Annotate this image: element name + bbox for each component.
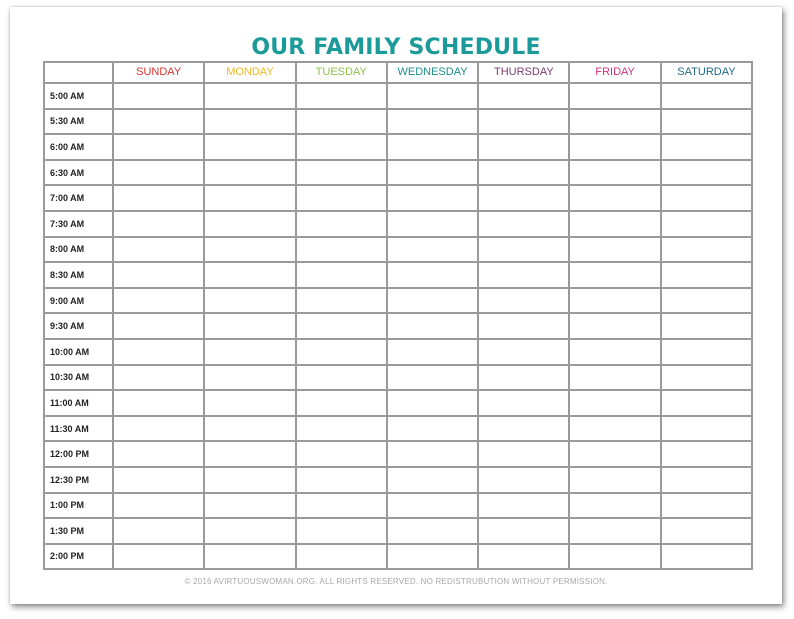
schedule-cell-saturday[interactable] xyxy=(661,134,752,160)
time-label: 10:00 AM xyxy=(44,339,113,365)
schedule-cell-tuesday[interactable] xyxy=(296,416,387,442)
schedule-cell-thursday[interactable] xyxy=(478,467,569,493)
time-label: 10:30 AM xyxy=(44,365,113,391)
schedule-cell-thursday[interactable] xyxy=(478,416,569,442)
schedule-cell-saturday[interactable] xyxy=(661,109,752,135)
time-row xyxy=(44,134,752,160)
schedule-cell-wednesday[interactable] xyxy=(387,416,478,442)
schedule-cell-monday[interactable] xyxy=(204,160,295,186)
schedule-cell-monday[interactable] xyxy=(204,211,295,237)
schedule-cell-monday[interactable] xyxy=(204,109,295,135)
time-label: 5:30 AM xyxy=(44,109,113,135)
time-row xyxy=(44,467,752,493)
schedule-cell-sunday[interactable] xyxy=(113,262,204,288)
day-header-tuesday: TUESDAY xyxy=(296,62,387,83)
time-rows xyxy=(44,83,752,569)
schedule-cell-sunday[interactable] xyxy=(113,237,204,263)
schedule-cell-wednesday[interactable] xyxy=(387,441,478,467)
schedule-cell-tuesday[interactable] xyxy=(296,339,387,365)
schedule-cell-sunday[interactable] xyxy=(113,160,204,186)
schedule-cell-wednesday[interactable] xyxy=(387,237,478,263)
day-header-sunday: SUNDAY xyxy=(113,62,204,83)
schedule-cell-thursday[interactable] xyxy=(478,134,569,160)
schedule-cell-friday[interactable] xyxy=(569,160,660,186)
schedule-cell-monday[interactable] xyxy=(204,339,295,365)
schedule-cell-thursday[interactable] xyxy=(478,390,569,416)
schedule-cell-tuesday[interactable] xyxy=(296,390,387,416)
schedule-cell-sunday[interactable] xyxy=(113,518,204,544)
time-row xyxy=(44,544,752,570)
schedule-cell-sunday[interactable] xyxy=(113,288,204,314)
schedule-cell-thursday[interactable] xyxy=(478,518,569,544)
time-label: 9:00 AM xyxy=(44,288,113,314)
schedule-cell-monday[interactable] xyxy=(204,288,295,314)
day-header-monday: MONDAY xyxy=(204,62,295,83)
schedule-cell-tuesday[interactable] xyxy=(296,441,387,467)
time-label: 8:30 AM xyxy=(44,262,113,288)
time-label: 12:00 PM xyxy=(44,441,113,467)
schedule-cell-sunday[interactable] xyxy=(113,211,204,237)
schedule-cell-monday[interactable] xyxy=(204,441,295,467)
schedule-cell-tuesday[interactable] xyxy=(296,83,387,109)
schedule-cell-tuesday[interactable] xyxy=(296,160,387,186)
schedule-cell-sunday[interactable] xyxy=(113,134,204,160)
schedule-cell-wednesday[interactable] xyxy=(387,365,478,391)
schedule-cell-sunday[interactable] xyxy=(113,185,204,211)
schedule-cell-monday[interactable] xyxy=(204,134,295,160)
schedule-cell-wednesday[interactable] xyxy=(387,518,478,544)
schedule-cell-tuesday[interactable] xyxy=(296,493,387,519)
schedule-cell-friday[interactable] xyxy=(569,109,660,135)
schedule-cell-monday[interactable] xyxy=(204,185,295,211)
schedule-cell-friday[interactable] xyxy=(569,262,660,288)
time-label: 8:00 AM xyxy=(44,237,113,263)
time-row xyxy=(44,441,752,467)
time-label: 11:00 AM xyxy=(44,390,113,416)
schedule-cell-wednesday[interactable] xyxy=(387,544,478,570)
time-row xyxy=(44,493,752,519)
time-label: 2:00 PM xyxy=(44,544,113,570)
schedule-cell-wednesday[interactable] xyxy=(387,109,478,135)
schedule-cell-saturday[interactable] xyxy=(661,262,752,288)
time-row xyxy=(44,185,752,211)
schedule-cell-friday[interactable] xyxy=(569,441,660,467)
schedule-cell-saturday[interactable] xyxy=(661,160,752,186)
schedule-cell-friday[interactable] xyxy=(569,339,660,365)
schedule-cell-thursday[interactable] xyxy=(478,83,569,109)
schedule-cell-friday[interactable] xyxy=(569,237,660,263)
schedule-cell-sunday[interactable] xyxy=(113,390,204,416)
schedule-cell-friday[interactable] xyxy=(569,390,660,416)
schedule-cell-monday[interactable] xyxy=(204,493,295,519)
schedule-cell-sunday[interactable] xyxy=(113,109,204,135)
time-row xyxy=(44,518,752,544)
time-label: 7:00 AM xyxy=(44,185,113,211)
schedule-cell-saturday[interactable] xyxy=(661,211,752,237)
schedule-cell-saturday[interactable] xyxy=(661,416,752,442)
schedule-cell-saturday[interactable] xyxy=(661,544,752,570)
schedule-cell-tuesday[interactable] xyxy=(296,467,387,493)
schedule-cell-sunday[interactable] xyxy=(113,313,204,339)
schedule-cell-monday[interactable] xyxy=(204,83,295,109)
time-row xyxy=(44,160,752,186)
schedule-cell-sunday[interactable] xyxy=(113,467,204,493)
time-label: 1:00 PM xyxy=(44,493,113,519)
schedule-cell-saturday[interactable] xyxy=(661,390,752,416)
schedule-cell-thursday[interactable] xyxy=(478,544,569,570)
schedule-cell-saturday[interactable] xyxy=(661,518,752,544)
schedule-cell-thursday[interactable] xyxy=(478,109,569,135)
schedule-cell-monday[interactable] xyxy=(204,544,295,570)
schedule-cell-thursday[interactable] xyxy=(478,237,569,263)
schedule-cell-thursday[interactable] xyxy=(478,339,569,365)
schedule-cell-thursday[interactable] xyxy=(478,262,569,288)
day-header-thursday: THURSDAY xyxy=(478,62,569,83)
schedule-cell-wednesday[interactable] xyxy=(387,493,478,519)
schedule-cell-monday[interactable] xyxy=(204,262,295,288)
schedule-cell-sunday[interactable] xyxy=(113,83,204,109)
page-title: OUR FAMILY SCHEDULE xyxy=(251,35,541,60)
copyright-footer: © 2016 AVIRTUOUSWOMAN.ORG. ALL RIGHTS RESERVED. NO REDISTRUBUTION WITHOUT PERMISSION. xyxy=(184,577,608,586)
time-label: 12:30 PM xyxy=(44,467,113,493)
schedule-cell-wednesday[interactable] xyxy=(387,160,478,186)
schedule-cell-friday[interactable] xyxy=(569,288,660,314)
schedule-cell-thursday[interactable] xyxy=(478,160,569,186)
schedule-cell-wednesday[interactable] xyxy=(387,467,478,493)
day-header-wednesday: WEDNESDAY xyxy=(387,62,478,83)
schedule-cell-saturday[interactable] xyxy=(661,365,752,391)
schedule-cell-tuesday[interactable] xyxy=(296,237,387,263)
schedule-cell-tuesday[interactable] xyxy=(296,365,387,391)
day-header-row xyxy=(44,62,752,83)
schedule-cell-thursday[interactable] xyxy=(478,493,569,519)
schedule-cell-sunday[interactable] xyxy=(113,441,204,467)
time-label: 6:00 AM xyxy=(44,134,113,160)
schedule-cell-tuesday[interactable] xyxy=(296,109,387,135)
schedule-cell-wednesday[interactable] xyxy=(387,313,478,339)
schedule-cell-monday[interactable] xyxy=(204,390,295,416)
time-row xyxy=(44,211,752,237)
schedule-cell-monday[interactable] xyxy=(204,416,295,442)
schedule-cell-saturday[interactable] xyxy=(661,339,752,365)
schedule-cell-friday[interactable] xyxy=(569,211,660,237)
schedule-cell-monday[interactable] xyxy=(204,518,295,544)
time-row xyxy=(44,83,752,109)
schedule-cell-saturday[interactable] xyxy=(661,467,752,493)
schedule-cell-tuesday[interactable] xyxy=(296,544,387,570)
time-label: 11:30 AM xyxy=(44,416,113,442)
schedule-cell-sunday[interactable] xyxy=(113,365,204,391)
time-label: 7:30 AM xyxy=(44,211,113,237)
schedule-cell-wednesday[interactable] xyxy=(387,83,478,109)
schedule-cell-monday[interactable] xyxy=(204,467,295,493)
schedule-table xyxy=(43,61,753,570)
schedule-cell-thursday[interactable] xyxy=(478,365,569,391)
schedule-cell-friday[interactable] xyxy=(569,185,660,211)
time-row xyxy=(44,390,752,416)
schedule-cell-friday[interactable] xyxy=(569,134,660,160)
schedule-cell-friday[interactable] xyxy=(569,83,660,109)
time-row xyxy=(44,262,752,288)
schedule-cell-wednesday[interactable] xyxy=(387,390,478,416)
schedule-cell-wednesday[interactable] xyxy=(387,339,478,365)
time-row xyxy=(44,237,752,263)
time-label: 6:30 AM xyxy=(44,160,113,186)
time-row xyxy=(44,313,752,339)
schedule-cell-saturday[interactable] xyxy=(661,237,752,263)
schedule-cell-sunday[interactable] xyxy=(113,416,204,442)
schedule-cell-monday[interactable] xyxy=(204,237,295,263)
schedule-cell-tuesday[interactable] xyxy=(296,313,387,339)
schedule-cell-wednesday[interactable] xyxy=(387,262,478,288)
time-row xyxy=(44,288,752,314)
schedule-cell-friday[interactable] xyxy=(569,416,660,442)
schedule-cell-sunday[interactable] xyxy=(113,493,204,519)
schedule-cell-thursday[interactable] xyxy=(478,313,569,339)
schedule-cell-sunday[interactable] xyxy=(113,544,204,570)
schedule-cell-saturday[interactable] xyxy=(661,313,752,339)
schedule-cell-thursday[interactable] xyxy=(478,288,569,314)
time-row xyxy=(44,365,752,391)
schedule-page xyxy=(10,7,782,604)
time-row xyxy=(44,109,752,135)
schedule-cell-monday[interactable] xyxy=(204,365,295,391)
schedule-cell-friday[interactable] xyxy=(569,544,660,570)
schedule-cell-sunday[interactable] xyxy=(113,339,204,365)
schedule-cell-friday[interactable] xyxy=(569,365,660,391)
time-label: 1:30 PM xyxy=(44,518,113,544)
time-row xyxy=(44,339,752,365)
schedule-cell-saturday[interactable] xyxy=(661,185,752,211)
time-label: 9:30 AM xyxy=(44,313,113,339)
schedule-cell-wednesday[interactable] xyxy=(387,134,478,160)
day-header-saturday: SATURDAY xyxy=(661,62,752,83)
schedule-cell-saturday[interactable] xyxy=(661,493,752,519)
time-label: 5:00 AM xyxy=(44,83,113,109)
schedule-cell-tuesday[interactable] xyxy=(296,185,387,211)
schedule-cell-thursday[interactable] xyxy=(478,441,569,467)
schedule-cell-tuesday[interactable] xyxy=(296,262,387,288)
schedule-cell-tuesday[interactable] xyxy=(296,518,387,544)
schedule-cell-tuesday[interactable] xyxy=(296,211,387,237)
schedule-cell-wednesday[interactable] xyxy=(387,288,478,314)
schedule-cell-friday[interactable] xyxy=(569,493,660,519)
schedule-cell-tuesday[interactable] xyxy=(296,288,387,314)
schedule-cell-thursday[interactable] xyxy=(478,211,569,237)
schedule-cell-saturday[interactable] xyxy=(661,83,752,109)
schedule-cell-friday[interactable] xyxy=(569,518,660,544)
schedule-cell-friday[interactable] xyxy=(569,313,660,339)
schedule-cell-wednesday[interactable] xyxy=(387,185,478,211)
day-header-friday: FRIDAY xyxy=(569,62,660,83)
schedule-cell-wednesday[interactable] xyxy=(387,211,478,237)
time-row xyxy=(44,416,752,442)
schedule-cell-thursday[interactable] xyxy=(478,185,569,211)
corner-cell xyxy=(44,62,113,83)
schedule-cell-tuesday[interactable] xyxy=(296,134,387,160)
schedule-cell-saturday[interactable] xyxy=(661,441,752,467)
schedule-cell-friday[interactable] xyxy=(569,467,660,493)
schedule-cell-monday[interactable] xyxy=(204,313,295,339)
schedule-cell-saturday[interactable] xyxy=(661,288,752,314)
